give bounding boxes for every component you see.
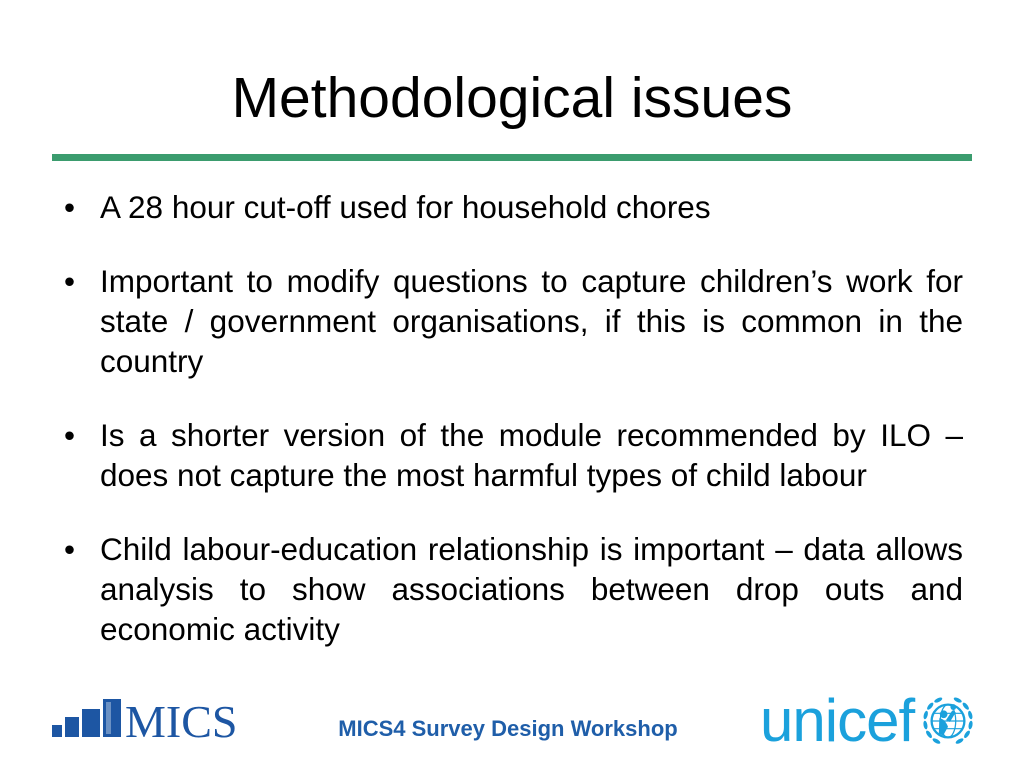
bullet-text: Child labour-education relationship is important – data allows analysis to show associations between drop outs and economic activity xyxy=(100,531,963,647)
bullet-text: Important to modify questions to capture children’s work for state / government organisations, if this is common in the country xyxy=(100,263,963,379)
mics-logo xyxy=(52,695,242,747)
mics-bars-icon xyxy=(52,699,122,737)
bullet-text: A 28 hour cut-off used for household chores xyxy=(100,189,711,225)
bullet-item xyxy=(64,529,963,649)
unicef-emblem-icon xyxy=(921,694,975,748)
mics-logo-text: MICS xyxy=(125,695,238,747)
bullet-text: Is a shorter version of the module recommended by ILO – does not capture the most harmful types of child labour xyxy=(100,417,963,493)
footer-workshop-title: MICS4 Survey Design Workshop xyxy=(338,716,678,741)
bullet-dot-icon: • xyxy=(64,263,76,299)
bullet-dot-icon: • xyxy=(64,531,76,567)
slide-title: Methodological issues xyxy=(231,66,793,130)
bullet-item xyxy=(64,415,963,495)
bullet-dot-icon: • xyxy=(64,417,76,453)
bullet-item xyxy=(64,187,963,227)
unicef-logo xyxy=(758,687,978,754)
title-divider-rule xyxy=(52,154,972,161)
bullet-list xyxy=(64,187,963,649)
bullet-dot-icon: • xyxy=(64,189,76,225)
unicef-logo-text: unicef xyxy=(760,687,915,754)
bullet-item xyxy=(64,261,963,381)
